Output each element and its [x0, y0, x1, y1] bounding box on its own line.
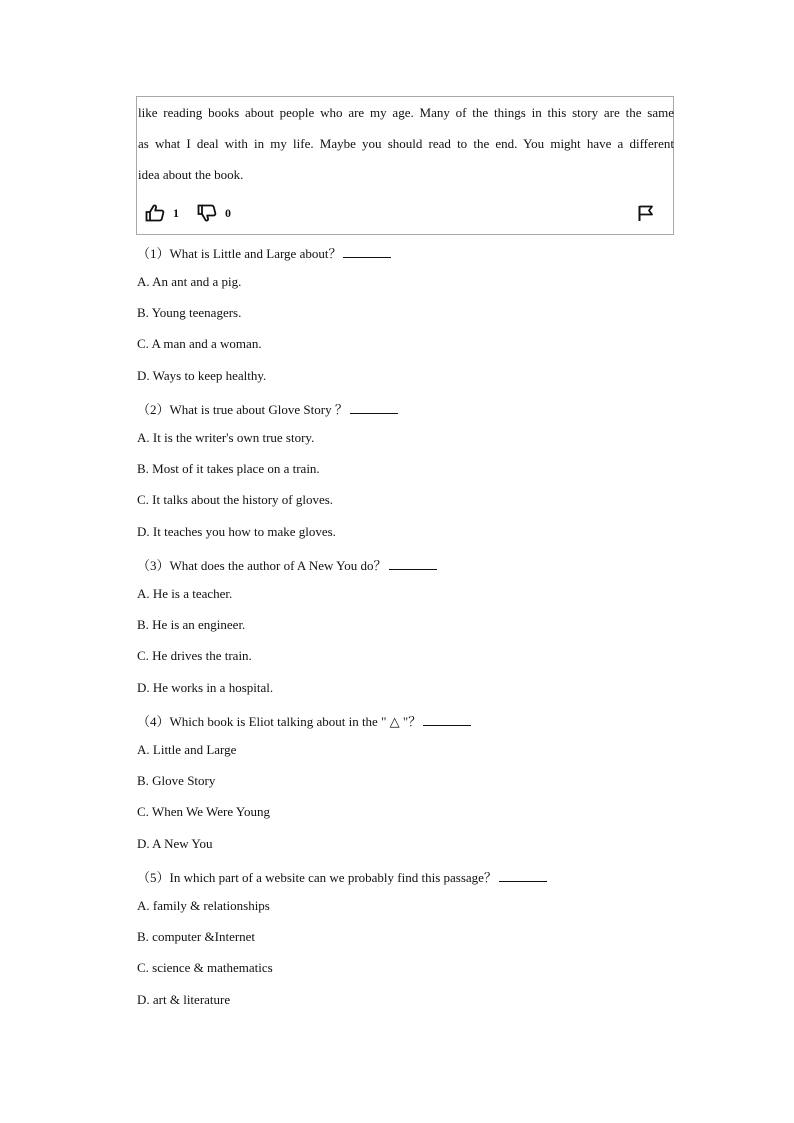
thumbs-up-icon: [145, 204, 165, 222]
option: D. art & literature: [137, 992, 231, 1007]
question-prompt: （2）What is true about Glove Story ？: [137, 402, 348, 417]
option: A. It is the writer's own true story.: [137, 430, 315, 445]
option: A. He is a teacher.: [137, 586, 233, 601]
option: C. It talks about the history of gloves.: [137, 492, 334, 507]
option: A. Little and Large: [137, 742, 237, 757]
review-line: like reading books about people who are my age. Many of the things in this story are the same: [138, 105, 674, 120]
answer-blank: [423, 715, 471, 726]
question-prompt: （5）In which part of a website can we probably find this passage？: [137, 870, 497, 885]
option: B. Glove Story: [137, 773, 216, 788]
option: C. When We Were Young: [137, 804, 270, 819]
answer-blank: [499, 871, 547, 882]
option: B. Most of it takes place on a train.: [137, 461, 320, 476]
question-4: [137, 711, 471, 730]
like-count: 1: [173, 205, 179, 220]
option: C. A man and a woman.: [137, 336, 262, 351]
dislike-button[interactable]: [197, 203, 231, 223]
answer-blank: [350, 403, 398, 414]
dislike-count: 0: [225, 205, 231, 220]
option: D. Ways to keep healthy.: [137, 368, 267, 383]
review-line: as what I deal with in my life. Maybe you should read to the end. You might have a different: [138, 136, 674, 151]
option: C. He drives the train.: [137, 648, 252, 663]
answer-blank: [389, 559, 437, 570]
option: A. family & relationships: [137, 898, 270, 913]
option: C. science & mathematics: [137, 960, 273, 975]
report-button[interactable]: [637, 203, 655, 223]
option: D. He works in a hospital.: [137, 680, 274, 695]
option: B. computer &Internet: [137, 929, 256, 944]
question-prompt: （1）What is Little and Large about？: [137, 246, 342, 261]
question-prompt: （4）Which book is Eliot talking about in the " △ "？: [137, 714, 422, 729]
option: D. A New You: [137, 836, 213, 851]
question-1: [137, 243, 391, 262]
option: B. Young teenagers.: [137, 305, 242, 320]
review-card: [136, 96, 674, 235]
question-5: [137, 867, 547, 886]
flag-icon: [637, 204, 655, 222]
option: A. An ant and a pig.: [137, 274, 242, 289]
answer-blank: [343, 247, 391, 258]
review-text: [138, 97, 674, 190]
question-3: [137, 555, 437, 574]
review-line: idea about the book.: [138, 167, 244, 182]
review-actions: [145, 203, 655, 223]
option: B. He is an engineer.: [137, 617, 246, 632]
thumbs-down-icon: [197, 204, 217, 222]
question-2: [137, 399, 398, 418]
question-prompt: （3）What does the author of A New You do？: [137, 558, 387, 573]
like-button[interactable]: [145, 203, 179, 223]
option: D. It teaches you how to make gloves.: [137, 524, 336, 539]
